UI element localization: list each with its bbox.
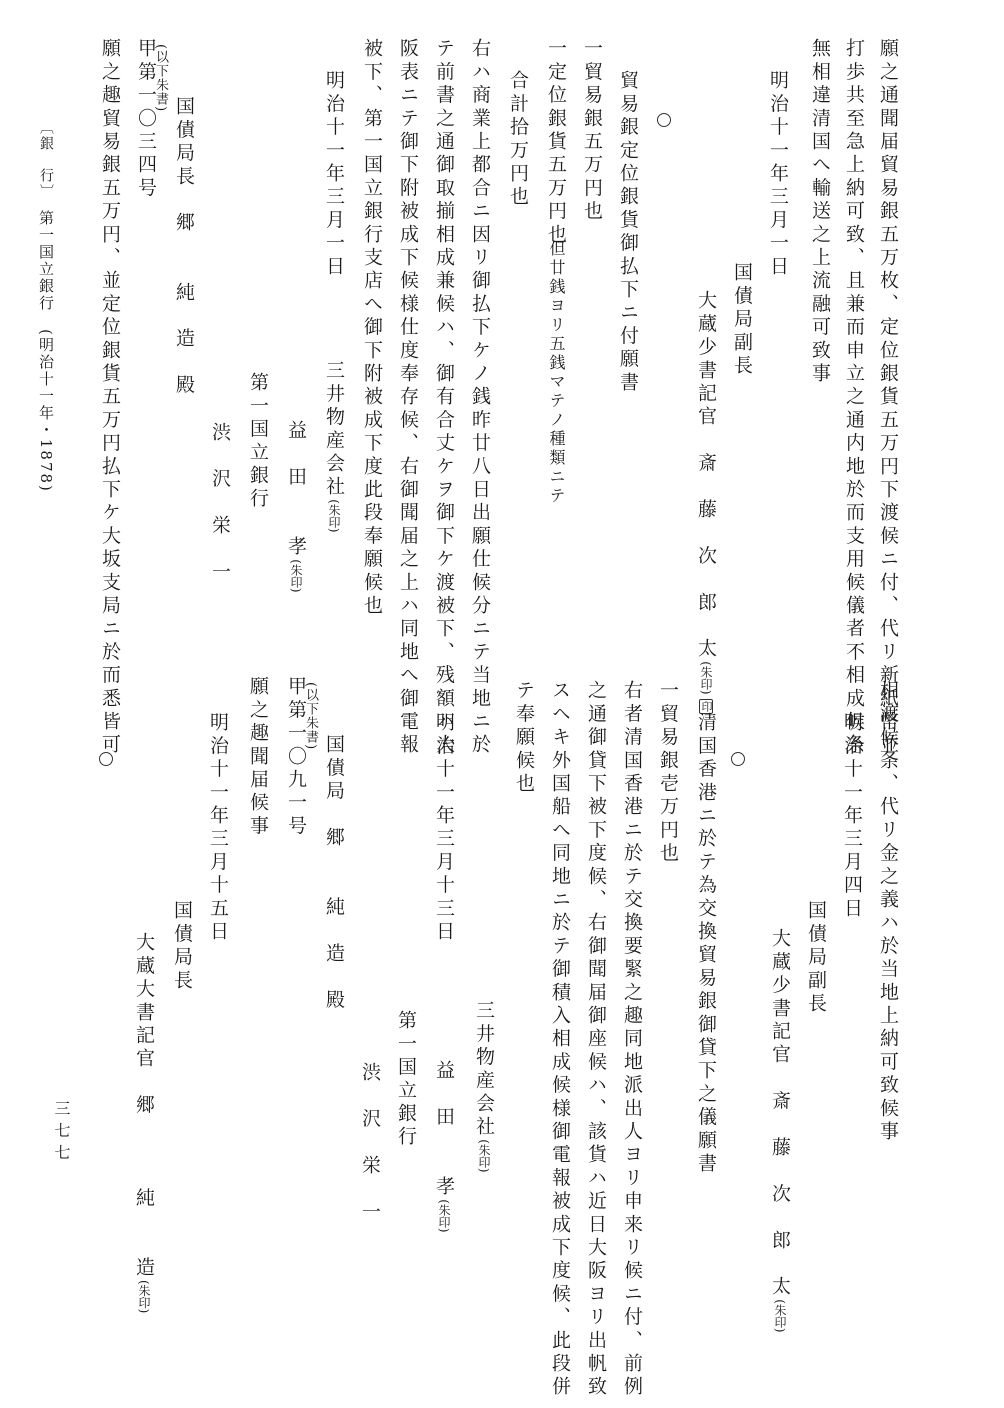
doc4-body2: 之通御貸下被下度候、右御聞届御座候ハ、該貨ハ近日大阪ヨリ出帆致 — [585, 680, 607, 1400]
doc4-office: 国債局長 — [171, 900, 193, 993]
doc1-office: 国債局副長 — [731, 262, 753, 378]
doc1-seal-label: (朱印) — [699, 661, 713, 695]
doc4-signer — [134, 932, 153, 1313]
doc3-seal-label: (朱印) — [773, 1299, 787, 1333]
doc1-line1: 願之通聞届貿易銀五万枚、定位銀貨五万円下渡候ニ付、代リ新紙幣並 — [877, 38, 899, 758]
doc2-addressee: 国債局長 郷 純 造 殿 — [173, 96, 195, 398]
doc1-line2: 打歩共至急上納可致、且兼而申立之通内地於而支用候儀者不相成候条 — [843, 38, 865, 758]
doc3-signer-name: 大蔵少書記官 斎 藤 次 郎 太 — [769, 928, 791, 1300]
doc4-person1 — [434, 1060, 453, 1233]
doc4-body1: 右者清国香港ニ於テ交換要緊之趣同地派出人ヨリ申来リ候ニ付、前例 — [621, 680, 643, 1400]
seal-stamp: 印 — [700, 700, 713, 712]
doc4-item: 一貿易銀壱万円也 — [657, 680, 679, 866]
doc4-body4: テ奉願候也 — [513, 680, 535, 796]
footer-bank: 第一国立銀行 — [37, 210, 55, 312]
doc4-person1-name: 益 田 孝 — [433, 1060, 455, 1200]
doc2-stamp-note: (以下朱書) — [153, 44, 168, 113]
doc4-bank: 第一国立銀行 — [395, 1010, 417, 1150]
doc2-person1-seal-label: (朱印) — [289, 559, 303, 593]
doc3-line1: 相渡候条、代リ金之義ハ於当地上納可致候事 — [877, 680, 899, 1144]
doc4-reply-date: 明治十一年三月十五日 — [207, 712, 229, 944]
doc1-line3: 無相違清国へ輸送之上流融可致事 — [809, 38, 831, 386]
section-marker-icon — [657, 113, 671, 127]
page-number: 三七七 — [52, 1100, 71, 1166]
doc2-person1 — [286, 420, 305, 593]
doc4-person1-seal-label: (朱印) — [437, 1199, 451, 1233]
doc1-date: 明治十一年三月一日 — [767, 70, 789, 279]
doc4-company-name: 三井物産会社 — [473, 1000, 495, 1140]
doc2-body1: 右ハ商業上都合ニ因リ御払下ケノ銭昨廿八日出願仕候分ニテ当地ニ於 — [469, 38, 491, 758]
doc2-body2: テ前書之通御取揃相成兼候ハ、御有合丈ケヲ御下ケ渡被下、残額ハ大 — [433, 38, 455, 758]
section-marker-icon — [731, 752, 745, 766]
doc4-body3: スヘキ外国船へ同地ニ於テ御積入相成候様御電報被成下度候、此段併 — [549, 680, 571, 1400]
doc4-company — [474, 1000, 493, 1173]
doc4-seal-label: (朱印) — [137, 1280, 151, 1314]
doc2-person2: 渋 沢 栄 一 — [209, 422, 231, 585]
doc4-number: 甲第一〇九一号 — [285, 676, 307, 839]
doc3-date: 明治十一年三月四日 — [841, 712, 863, 921]
doc2-body3: 阪表ニテ御下附被成下候様仕度奉存候、右御聞届之上ハ同地へ御電報 — [397, 38, 419, 758]
footer-category: 〔銀 行〕 — [38, 120, 54, 193]
doc1-signer-name: 大蔵少書記官 斎 藤 次 郎 太 — [695, 290, 717, 662]
doc2-item2-note: 但廿銭ヨリ五銭マテノ種類ニテ — [547, 240, 566, 506]
doc2-body4: 被下、第一国立銀行支店へ御下附被成下度此段奉願候也 — [361, 38, 383, 618]
footer-year: (明治十一年・1878) — [37, 329, 55, 493]
doc2-person1-name: 益 田 孝 — [285, 420, 307, 560]
doc3-office: 国債局副長 — [805, 900, 827, 1016]
doc1-signer — [696, 290, 715, 714]
doc2-reply: 願之趣貿易銀五万円、並定位銀貨五万円払下ケ大坂支局ニ於而悉皆可 — [99, 38, 121, 758]
doc2-title: 貿易銀定位銀貨御払下ニ付願書 — [617, 70, 639, 395]
doc2-company-seal-label: (朱印) — [327, 499, 341, 533]
doc4-person2: 渋 沢 栄 一 — [359, 1062, 381, 1225]
doc2-bank: 第一国立銀行 — [247, 372, 269, 512]
doc2-number: 甲第一〇三四号 — [135, 38, 157, 201]
doc2-item1: 一貿易銀五万円也 — [581, 38, 603, 224]
doc4-date: 明治十一年三月十三日 — [433, 712, 455, 944]
doc4-addressee: 国債局 郷 純 造 殿 — [323, 734, 345, 1013]
section-marker-icon — [99, 752, 113, 766]
doc4-reply: 願之趣聞届候事 — [247, 676, 269, 839]
doc4-title: 清国香港ニ於テ為交換貿易銀御貸下之儀願書 — [695, 712, 717, 1176]
doc4-stamp-note: (以下朱書) — [303, 682, 318, 751]
doc2-date: 明治十一年三月一日 — [323, 70, 345, 279]
doc2-company — [324, 360, 343, 533]
doc2-total: 合計拾万円也 — [507, 70, 529, 210]
doc3-signer — [770, 928, 789, 1333]
page-footer — [36, 120, 57, 493]
doc4-signer-name: 大蔵大書記官 郷 純 造 — [133, 932, 155, 1280]
doc2-company-name: 三井物産会社 — [323, 360, 345, 500]
doc2-item2: 一定位銀貨五万円也 — [545, 38, 567, 247]
doc4-company-seal-label: (朱印) — [477, 1139, 491, 1173]
